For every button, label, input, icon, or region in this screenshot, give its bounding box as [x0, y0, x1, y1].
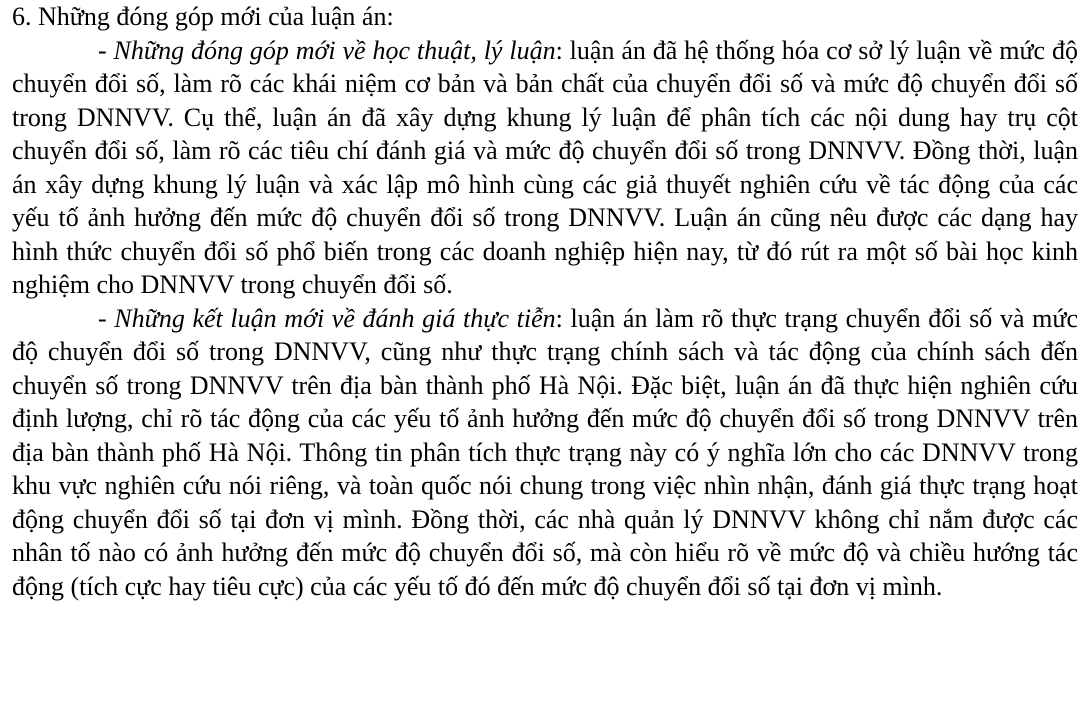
document-page — [12, 0, 1078, 603]
paragraph-lead: - Những đóng góp mới về học thuật, lý luận — [98, 35, 556, 65]
paragraph-body: : luận án đã hệ thống hóa cơ sở lý luận về mức độ chuyển đổi số, làm rõ các khái niệm cơ bản và bản chất của chuyển đổi số và mức độ chuyển đổi số trong DNNVV. Cụ thể, luận án đã xây dựng khung lý luận để phân tích các nội dung hay trụ cột chuyển đổi số, làm rõ các tiêu chí đánh giá và mức độ chuyển đổi số trong DNNVV. Đồng thời, luận án xây dựng khung lý luận và xác lập mô hình cùng các giả thuyết nghiên cứu về tác động của các yếu tố ảnh hưởng đến mức độ chuyển đổi số trong DNNVV. Luận án cũng nêu được các dạng hay hình thức chuyển đổi số phổ biến trong các doanh nghiệp hiện nay, từ đó rút ra một số bài học kinh nghiệm cho DNNVV trong chuyển đổi số. — [12, 35, 1078, 299]
paragraph-academic-contributions — [12, 34, 1078, 302]
section-heading: 6. Những đóng góp mới của luận án: — [12, 2, 394, 31]
paragraph-lead: - Những kết luận mới về đánh giá thực tiễn — [98, 303, 556, 333]
paragraph-body: : luận án làm rõ thực trạng chuyển đổi số và mức độ chuyển đổi số trong DNNVV, cũng như thực trạng chính sách và tác động của chính sách đến chuyển số trong DNNVV trên địa bàn thành phố Hà Nội. Đặc biệt, luận án đã thực hiện nghiên cứu định lượng, chỉ rõ tác động của các yếu tố ảnh hưởng đến mức độ chuyển đổi số trong DNNVV trên địa bàn thành phố Hà Nội. Thông tin phân tích thực trạng này có ý nghĩa lớn cho các DNNVV trong khu vực nghiên cứu nói riêng, và toàn quốc nói chung trong việc nhìn nhận, đánh giá thực trạng hoạt động chuyển đổi số tại đơn vị mình. Đồng thời, các nhà quản lý DNNVV không chỉ nắm được các nhân tố nào có ảnh hưởng đến mức độ chuyển đổi số, mà còn hiểu rõ về mức độ và chiều hướng tác động (tích cực hay tiêu cực) của các yếu tố đó đến mức độ chuyển đổi số tại đơn vị mình. — [12, 303, 1078, 601]
paragraph-practical-conclusions — [12, 302, 1078, 604]
